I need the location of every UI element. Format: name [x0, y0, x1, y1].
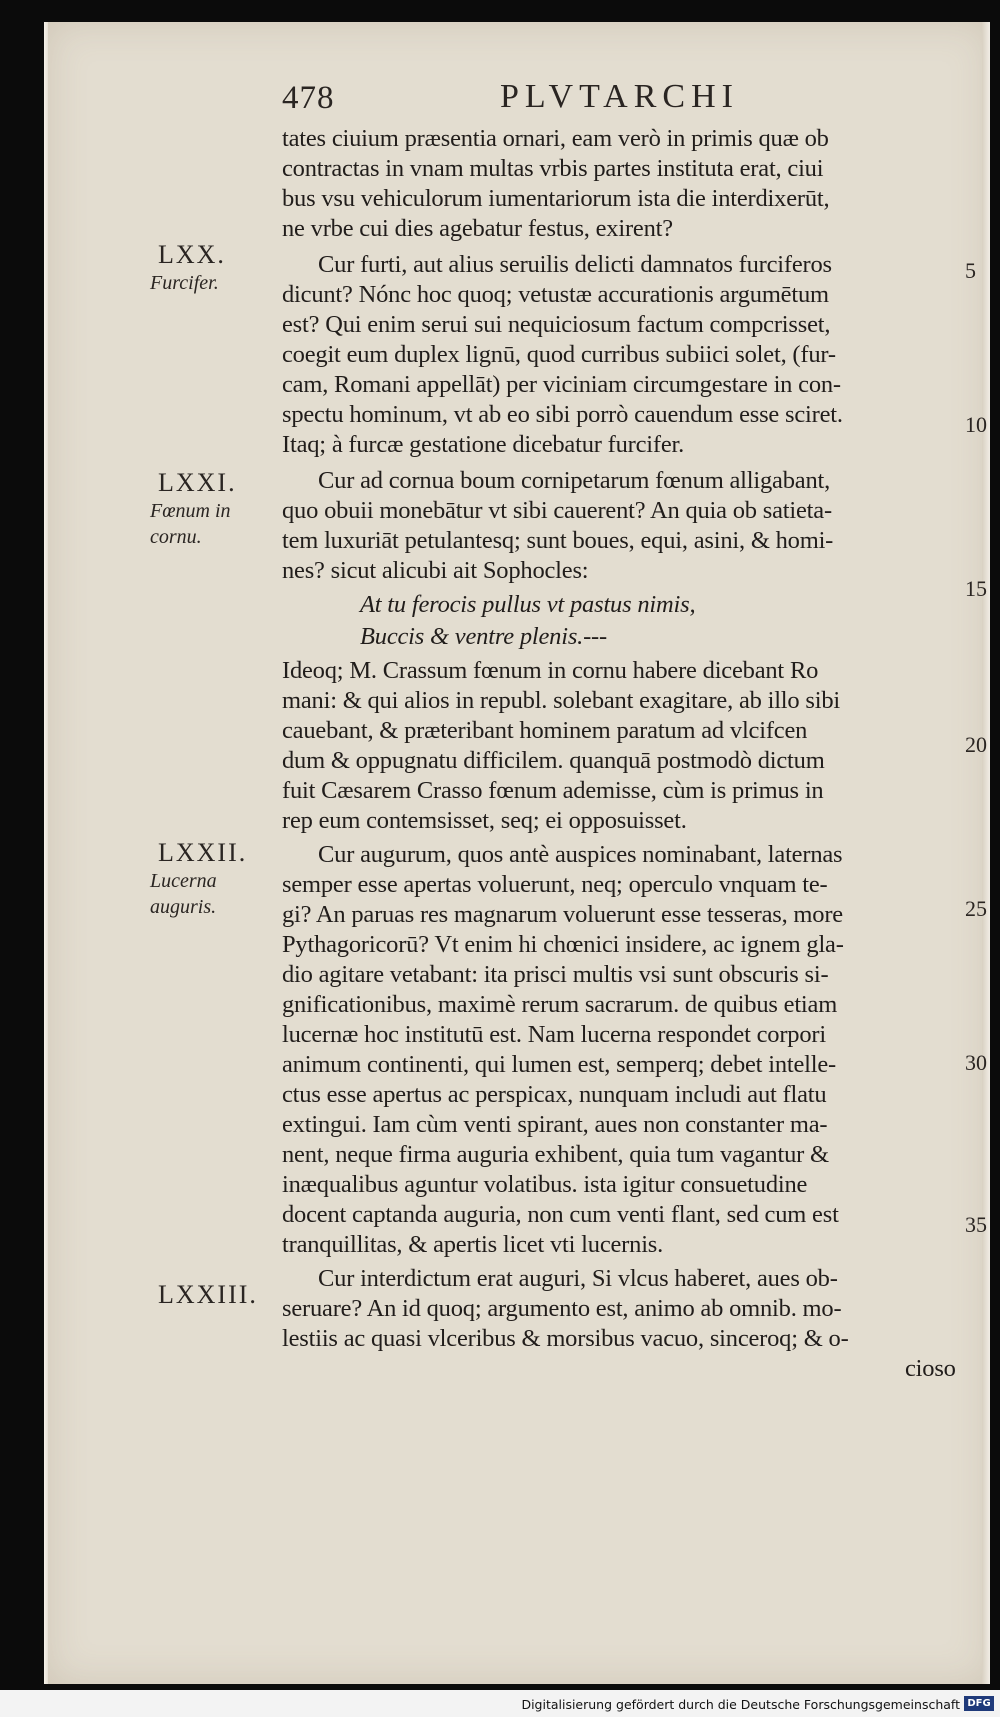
text-line: Pythagoricorū? Vt enim hi chœnici insidere, ac ignem gla- [282, 931, 844, 958]
text-line: seruare? An id quoq; argumento est, animo ab omnib. mo- [282, 1295, 842, 1322]
section-numeral-72: LXXII. [158, 838, 248, 867]
text-line: dicunt? Nónc hoc quoq; vetustæ accurationis argumētum [282, 281, 829, 308]
text-line: docent captanda auguria, non cum venti flant, sed cum est [282, 1201, 839, 1228]
text-line: Cur augurum, quos antè auspices nominabant, laternas [318, 841, 843, 868]
line-number: 10 [965, 412, 987, 437]
text-line: rep eum contemsisset, seq; ei opposuisset. [282, 807, 687, 834]
text-line: tranquillitas, & apertis licet vti lucernis. [282, 1231, 664, 1258]
text-line: nent, neque firma auguria exhibent, quia tum vagantur & [282, 1141, 829, 1168]
text-line: lucernæ hoc institutū est. Nam lucerna respondet corpori [282, 1021, 826, 1048]
text-line: nes? sicut alicubi ait Sophocles: [282, 557, 589, 584]
text-line: lestiis ac quasi vlceribus & morsibus vacuo, sinceroq; & o- [282, 1325, 849, 1352]
catchword: cioso [905, 1355, 956, 1382]
text-line: spectu hominum, vt ab eo sibi porrò cauendum esse sciret. [282, 401, 843, 428]
line-number: 5 [965, 258, 976, 283]
marginal-gloss-auguris: auguris. [150, 896, 217, 918]
text-line: gi? An paruas res magnarum voluerunt esse tesseras, more [282, 901, 843, 928]
text-line: est? Qui enim serui sui nequiciosum factum compcrisset, [282, 311, 831, 338]
marginal-gloss-furcifer: Furcifer. [150, 272, 219, 294]
running-head: PLVTARCHI [500, 78, 739, 115]
marginal-gloss-foenum: Fœnum in [150, 500, 231, 522]
line-number: 30 [965, 1050, 987, 1075]
verse-line: At tu ferocis pullus vt pastus nimis, [360, 591, 696, 618]
text-line: Itaq; à furcæ gestatione dicebatur furcifer. [282, 431, 685, 458]
line-number: 35 [965, 1212, 987, 1237]
text-line: Cur furti, aut alius seruilis delicti damnatos furciferos [318, 251, 832, 278]
marginal-gloss-cornu: cornu. [150, 526, 202, 548]
section-numeral-71: LXXI. [158, 468, 237, 497]
text-line: dio agitare vetabant: ita prisci multis vsi sunt obscuris si- [282, 961, 829, 988]
section-numeral-73: LXXIII. [158, 1280, 258, 1309]
text-line: Cur interdictum erat auguri, Si vlcus haberet, aues ob- [318, 1265, 838, 1292]
text-line: quo obuii monebātur vt sibi cauerent? An quia ob satieta- [282, 497, 832, 524]
dfg-logo: DFG [964, 1696, 994, 1711]
text-line: cauebant, & præteribant hominem paratum ad vlcifcen [282, 717, 808, 744]
text-line: gnificationibus, maximè rerum sacrarum. de quibus etiam [282, 991, 838, 1018]
text-line: cam, Romani appellāt) per viciniam circumgestare in con- [282, 371, 841, 398]
text-line: fuit Cæsarem Crasso fœnum ademisse, cùm is primus in [282, 777, 824, 804]
text-line: Ideoq; M. Crassum fœnum in cornu habere dicebant Ro [282, 657, 819, 684]
section-numeral-70: LXX. [158, 240, 226, 269]
text-line: inæqualibus aguntur volatibus. ista igitur consuetudine [282, 1171, 808, 1198]
line-number: 20 [965, 732, 987, 757]
text-line: mani: & qui alios in republ. solebant exagitare, ab illo sibi [282, 687, 840, 714]
footer-credit: Digitalisierung gefördert durch die Deutsche Forschungsgemeinschaft [521, 1697, 960, 1712]
text-line: animum continenti, qui lumen est, semperq; debet intelle- [282, 1051, 837, 1078]
verse-line: Buccis & ventre plenis.--- [360, 623, 607, 650]
text-line: tem luxuriāt petulantesq; sunt boues, equi, asini, & homi- [282, 527, 834, 554]
marginal-gloss-lucerna: Lucerna [150, 870, 217, 892]
text-line: tates ciuium præsentia ornari, eam verò in primis quæ ob [282, 125, 829, 152]
line-number: 25 [965, 896, 987, 921]
text-line: semper esse apertas voluerunt, neq; operculo vnquam te- [282, 871, 828, 898]
text-line: dum & oppugnatu difficilem. quanquā postmodò dictum [282, 747, 825, 774]
text-line: bus vsu vehiculorum iumentariorum ista die interdixerūt, [282, 185, 830, 212]
page-number: 478 [282, 80, 335, 116]
text-line: ne vrbe cui dies agebatur festus, exirent? [282, 215, 673, 242]
text-line: contractas in vnam multas vrbis partes instituta erat, ciui [282, 155, 824, 182]
text-line: coegit eum duplex lignū, quod curribus subiici solet, (fur- [282, 341, 836, 368]
text-line: Cur ad cornua boum cornipetarum fœnum alligabant, [318, 467, 831, 494]
text-line: ctus esse apertus ac perspicax, nunquam includi aut flatu [282, 1081, 827, 1108]
line-number: 15 [965, 576, 987, 601]
text-line: extingui. Iam cùm venti spirant, aues non constanter ma- [282, 1111, 828, 1138]
